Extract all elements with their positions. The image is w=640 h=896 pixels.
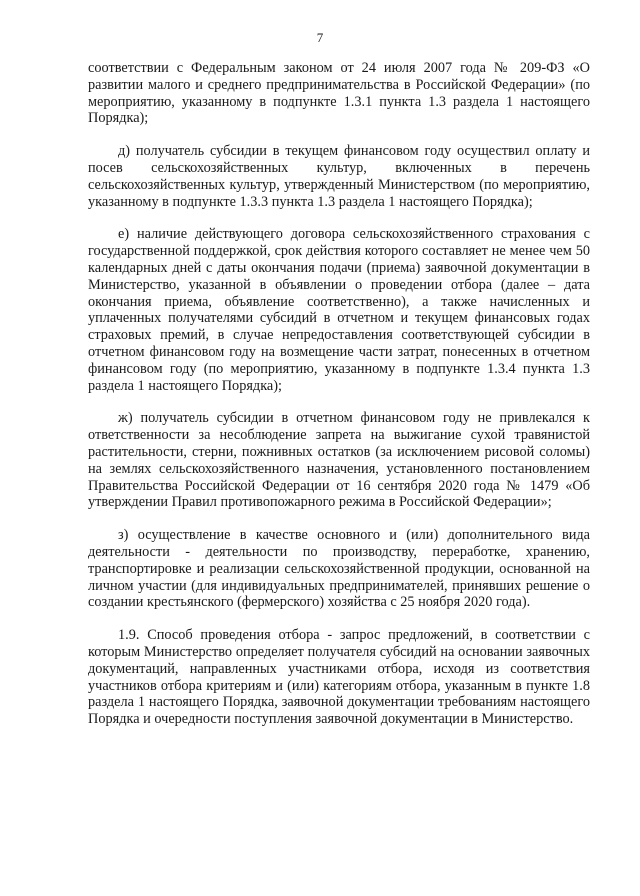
paragraph-item-z: з) осуществление в качестве основного и (или) дополнительного вида деятельности - деятельности по производству, переработке, хранению, транспортировке и реализации сельскохозяйственной продукции, основанной на личном участии (для индивидуальных предпринимателей, принявших решение о создании крестьянского (фермерского) хозяйства с 25 ноября 2020 года). <box>88 527 590 611</box>
paragraph-continuation: соответствии с Федеральным законом от 24 июля 2007 года № 209-ФЗ «О развитии малого и среднего предпринимательства в Российской Федерации» (по мероприятию, указанному в подпункте 1.3.1 пункта 1.3 раздела 1 настоящего Порядка); <box>88 60 590 127</box>
paragraph-item-zh: ж) получатель субсидии в отчетном финансовом году не привлекался к ответственности за несоблюдение запрета на выжигание сухой травянистой растительности, стерни, пожнивных остатков (за исключением рисовой соломы) на землях сельскохозяйственного назначения, установленного постановлением Правительства Российской Федерации от 16 сентября 2020 года № 1479 «Об утверждении Правил противопожарного режима в Российской Федерации»; <box>88 410 590 511</box>
page-number: 7 <box>316 30 324 45</box>
paragraph-1-9: 1.9. Способ проведения отбора - запрос предложений, в соответствии с которым Министерство определяет получателя субсидий на основании заявочных документаций, направленных участниками отбора, исходя из соответствия участников отбора критериям и (или) категориям отбора, указанным в пункте 1.8 раздела 1 настоящего Порядка, заявочной документации требованиям настоящего Порядка и очередности поступления заявочной документации в Министерство. <box>88 627 590 728</box>
paragraph-item-e: е) наличие действующего договора сельскохозяйственного страхования с государственной поддержкой, срок действия которого составляет не менее чем 50 календарных дней с даты окончания подачи (приема) заявочной документации в Министерство, указанной в объявлении о проведении отбора (далее – дата окончания приема, объявление соответственно), а также начисленных и уплаченных получателями субсидий в отчетном и текущем финансовых годах страховых премий, в случае непредоставления соответствующей субсидии в отчетном финансовом году на возмещение части затрат, понесенных в отчетном финансовом году (по мероприятию, указанному в подпункте 1.3.4 пункта 1.3 раздела 1 настоящего Порядка); <box>88 226 590 394</box>
paragraph-item-d: д) получатель субсидии в текущем финансовом году осуществил оплату и посев сельскохозяйственных культур, включенных в перечень сельскохозяйственных культур, утвержденный Министерством (по мероприятию, указанному в подпункте 1.3.3 пункта 1.3 раздела 1 настоящего Порядка); <box>88 143 590 210</box>
document-body <box>88 60 590 744</box>
